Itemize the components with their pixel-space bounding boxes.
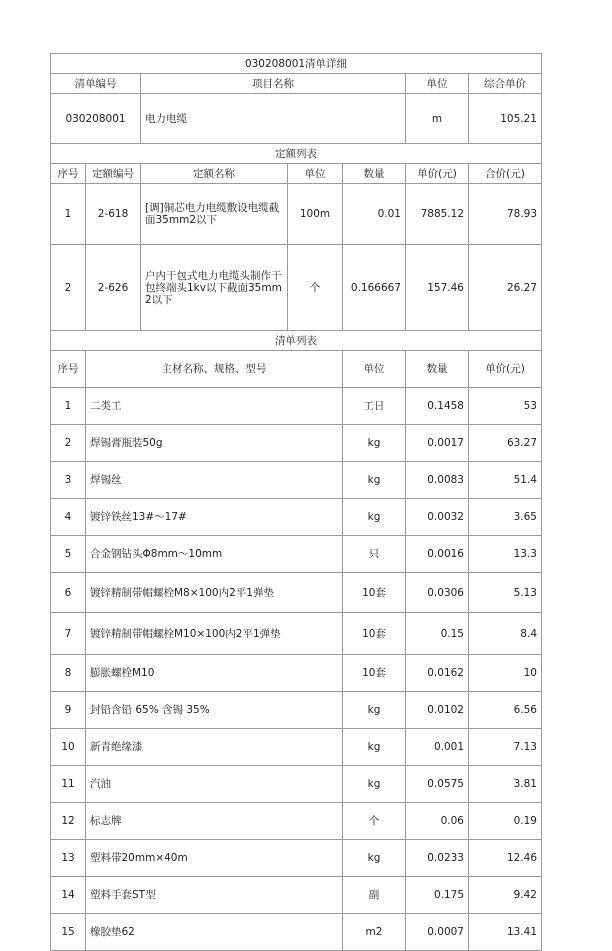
quota-total: 26.27 (469, 245, 542, 331)
material-price: 63.27 (469, 425, 542, 462)
material-header-row (51, 351, 542, 388)
material-no: 5 (51, 536, 86, 573)
material-qty: 0.0016 (406, 536, 469, 573)
material-row (51, 729, 542, 766)
item-price: 105.21 (469, 94, 542, 144)
quota-code: 2-618 (86, 184, 141, 245)
material-no: 6 (51, 573, 86, 613)
material-price: 0.19 (469, 803, 542, 840)
material-name: 汽油 (86, 766, 343, 803)
material-row (51, 803, 542, 840)
material-row (51, 573, 542, 613)
material-col-qty: 数量 (406, 351, 469, 388)
material-name: 焊锡膏瓶装50g (86, 425, 343, 462)
material-qty: 0.1458 (406, 388, 469, 425)
material-col-no: 序号 (51, 351, 86, 388)
quota-no: 1 (51, 184, 86, 245)
material-unit: 10套 (343, 655, 406, 692)
material-row (51, 655, 542, 692)
material-row (51, 692, 542, 729)
material-qty: 0.0083 (406, 462, 469, 499)
item-name: 电力电缆 (141, 94, 406, 144)
material-price: 7.13 (469, 729, 542, 766)
material-row (51, 388, 542, 425)
material-unit: m2 (343, 914, 406, 951)
material-row (51, 766, 542, 803)
material-qty: 0.06 (406, 803, 469, 840)
quota-col-name: 定额名称 (141, 164, 288, 184)
material-price: 3.65 (469, 499, 542, 536)
material-price: 6.56 (469, 692, 542, 729)
material-no: 1 (51, 388, 86, 425)
quota-row (51, 245, 542, 331)
material-no: 14 (51, 877, 86, 914)
material-price: 51.4 (469, 462, 542, 499)
material-qty: 0.001 (406, 729, 469, 766)
material-price: 9.42 (469, 877, 542, 914)
quota-col-price: 单价(元) (406, 164, 469, 184)
material-unit: 10套 (343, 613, 406, 655)
material-name: 标志牌 (86, 803, 343, 840)
unit-header: 单位 (406, 74, 469, 94)
material-qty: 0.0017 (406, 425, 469, 462)
material-price: 13.41 (469, 914, 542, 951)
material-price: 8.4 (469, 613, 542, 655)
material-row (51, 914, 542, 951)
material-no: 11 (51, 766, 86, 803)
quota-name: 户内干包式电力电缆头制作干包终端头1kv以下截面35mm2以下 (141, 245, 288, 331)
material-price: 5.13 (469, 573, 542, 613)
material-name: 塑料带20mm×40m (86, 840, 343, 877)
quota-col-no: 序号 (51, 164, 86, 184)
material-unit: 只 (343, 536, 406, 573)
material-unit: 10套 (343, 573, 406, 613)
quota-unit: 个 (288, 245, 343, 331)
material-row (51, 613, 542, 655)
quota-code: 2-626 (86, 245, 141, 331)
material-name: 封铅含铅 65% 含锡 35% (86, 692, 343, 729)
material-price: 13.3 (469, 536, 542, 573)
material-name: 新青绝缘漆 (86, 729, 343, 766)
bill-detail-table (50, 53, 542, 951)
quota-section-title: 定额列表 (51, 144, 542, 164)
material-section-title: 清单列表 (51, 331, 542, 351)
material-name: 塑料手套ST型 (86, 877, 343, 914)
material-unit: 工日 (343, 388, 406, 425)
material-qty: 0.0575 (406, 766, 469, 803)
material-unit: 个 (343, 803, 406, 840)
material-qty: 0.0007 (406, 914, 469, 951)
material-row (51, 840, 542, 877)
material-no: 13 (51, 840, 86, 877)
quota-col-qty: 数量 (343, 164, 406, 184)
material-name: 镀锌铁丝13#～17# (86, 499, 343, 536)
material-name: 合金钢钻头Φ8mm～10mm (86, 536, 343, 573)
quota-col-unit: 单位 (288, 164, 343, 184)
quota-name: [调]铜芯电力电缆敷设电缆截面35mm2以下 (141, 184, 288, 245)
material-price: 3.81 (469, 766, 542, 803)
material-no: 2 (51, 425, 86, 462)
quota-no: 2 (51, 245, 86, 331)
material-col-price: 单价(元) (469, 351, 542, 388)
quota-row (51, 184, 542, 245)
material-name: 焊锡丝 (86, 462, 343, 499)
material-price: 53 (469, 388, 542, 425)
material-qty: 0.0233 (406, 840, 469, 877)
code-header: 清单编号 (51, 74, 141, 94)
material-unit: kg (343, 499, 406, 536)
material-no: 8 (51, 655, 86, 692)
material-price: 10 (469, 655, 542, 692)
material-col-unit: 单位 (343, 351, 406, 388)
material-price: 12.46 (469, 840, 542, 877)
material-no: 10 (51, 729, 86, 766)
quota-price: 157.46 (406, 245, 469, 331)
material-unit: kg (343, 766, 406, 803)
material-no: 9 (51, 692, 86, 729)
material-qty: 0.175 (406, 877, 469, 914)
material-unit: kg (343, 840, 406, 877)
material-unit: kg (343, 692, 406, 729)
quota-qty: 0.01 (343, 184, 406, 245)
material-row (51, 425, 542, 462)
material-unit: kg (343, 729, 406, 766)
quota-unit: 100m (288, 184, 343, 245)
item-row (51, 94, 542, 144)
material-no: 4 (51, 499, 86, 536)
item-header-row (51, 74, 542, 94)
material-qty: 0.0102 (406, 692, 469, 729)
page-title: 030208001清单详细 (51, 54, 542, 74)
item-code: 030208001 (51, 94, 141, 144)
material-name: 橡胶垫62 (86, 914, 343, 951)
quota-col-code: 定额编号 (86, 164, 141, 184)
quota-price: 7885.12 (406, 184, 469, 245)
name-header: 项目名称 (141, 74, 406, 94)
material-no: 15 (51, 914, 86, 951)
material-no: 12 (51, 803, 86, 840)
material-unit: kg (343, 425, 406, 462)
material-qty: 0.15 (406, 613, 469, 655)
quota-col-total: 合价(元) (469, 164, 542, 184)
item-unit: m (406, 94, 469, 144)
material-col-name: 主材名称、规格、型号 (86, 351, 343, 388)
quota-qty: 0.166667 (343, 245, 406, 331)
material-row (51, 536, 542, 573)
material-qty: 0.0162 (406, 655, 469, 692)
price-header: 综合单价 (469, 74, 542, 94)
material-name: 镀锌精制带帽螺栓M10×100内2平1弹垫 (86, 613, 343, 655)
material-no: 3 (51, 462, 86, 499)
material-row (51, 499, 542, 536)
material-name: 膨胀螺栓M10 (86, 655, 343, 692)
material-qty: 0.0032 (406, 499, 469, 536)
quota-total: 78.93 (469, 184, 542, 245)
material-no: 7 (51, 613, 86, 655)
material-name: 二类工 (86, 388, 343, 425)
material-unit: kg (343, 462, 406, 499)
material-row (51, 462, 542, 499)
material-qty: 0.0306 (406, 573, 469, 613)
quota-header-row (51, 164, 542, 184)
material-row (51, 877, 542, 914)
material-unit: 副 (343, 877, 406, 914)
material-name: 镀锌精制带帽螺栓M8×100内2平1弹垫 (86, 573, 343, 613)
